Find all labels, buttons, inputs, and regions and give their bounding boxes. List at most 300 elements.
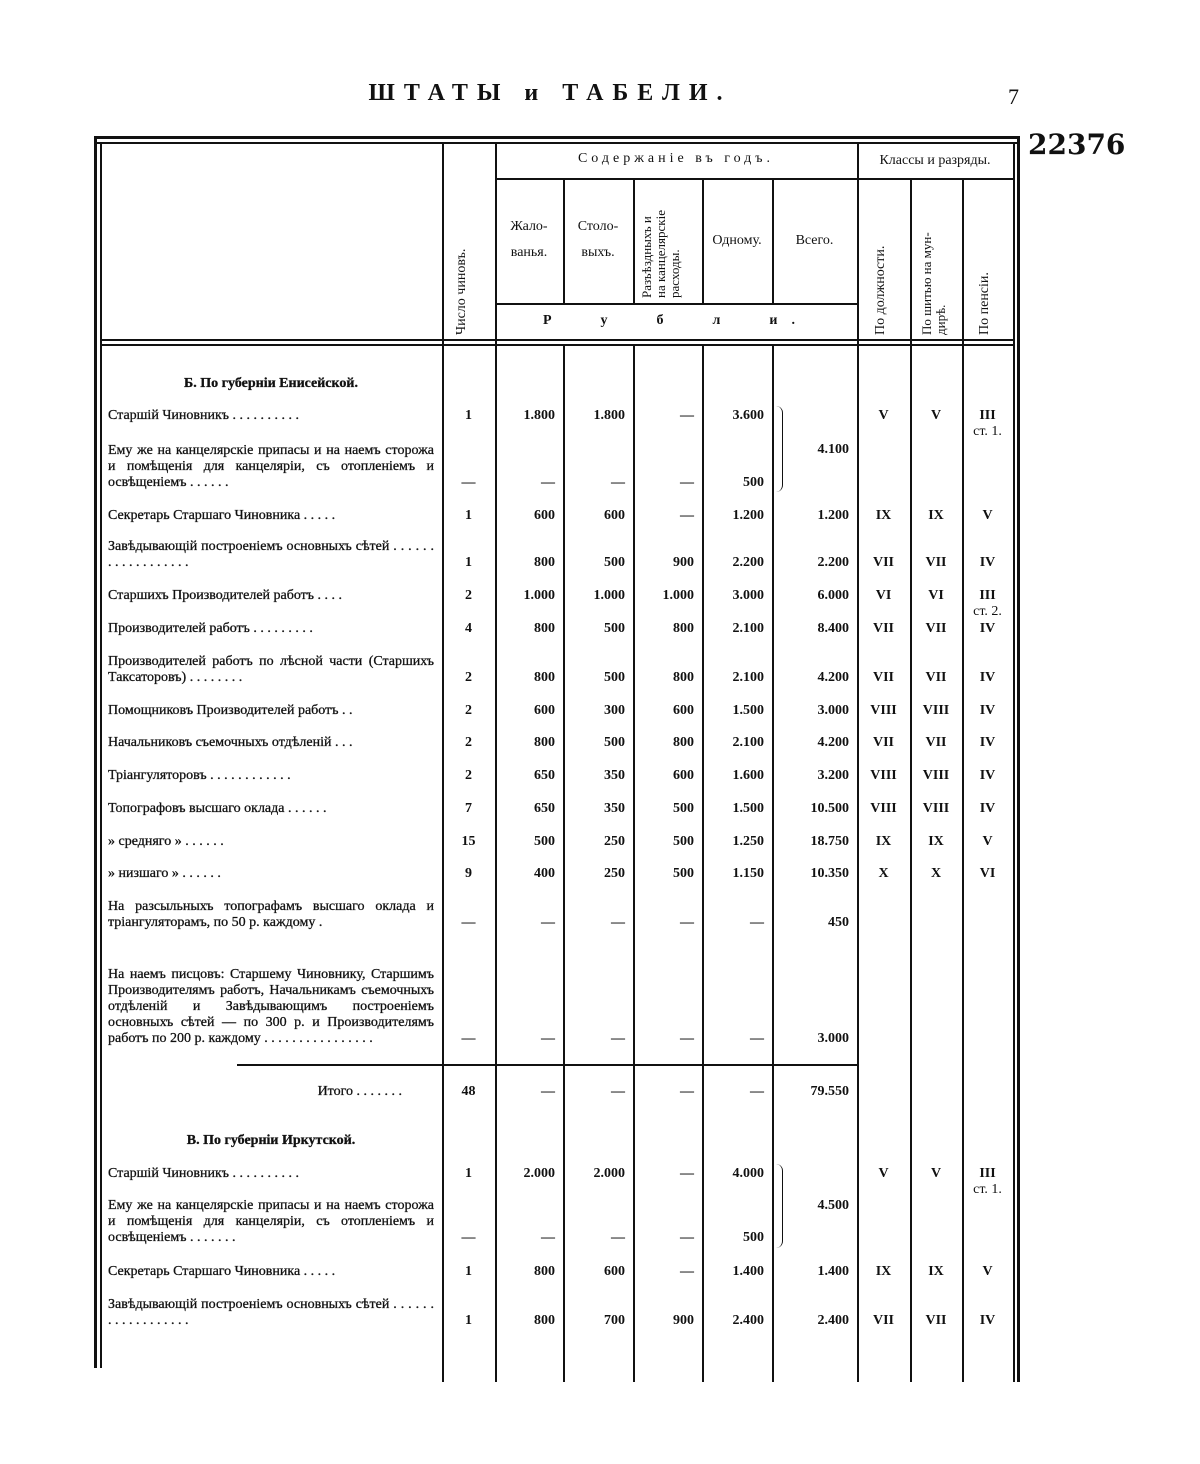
- cell-value: 10.350: [810, 866, 849, 881]
- cell-value: IX: [928, 508, 944, 523]
- cell-value: 1.000: [523, 588, 555, 603]
- cell-value: 600: [534, 703, 555, 718]
- cell-value: IV: [979, 555, 996, 570]
- cell-value: 800: [673, 735, 694, 750]
- cell-value: VII: [925, 1313, 947, 1328]
- col-rule: [633, 178, 635, 303]
- cell-count: [442, 1031, 495, 1047]
- section-title: В. По губерніи Иркутской.: [186, 1133, 356, 1148]
- cell-travel: [633, 555, 702, 571]
- table-row: [100, 768, 1016, 784]
- cell-c2: [910, 801, 962, 817]
- cell-value: —: [680, 408, 694, 423]
- row-label: На разсыльныхъ топографамъ высшаго оклада и тріангуляторамъ, по 50 р. каждому .: [108, 899, 434, 930]
- cell-value: 1.400: [817, 1264, 849, 1279]
- table-row: [100, 801, 1016, 817]
- cell-c3: [962, 588, 1013, 619]
- cell-value: 2.400: [732, 1313, 764, 1328]
- cell-total: [772, 621, 857, 637]
- cell-value: 250: [604, 834, 625, 849]
- cell-salary: [495, 475, 563, 491]
- cell-value: IV: [979, 735, 996, 750]
- brace-total: 4.500: [817, 1198, 849, 1213]
- cell-travel: [633, 408, 702, 424]
- cell-value: VII: [872, 621, 894, 636]
- table-row: [100, 588, 1016, 619]
- row-label: Итого . . . . . . .: [317, 1084, 402, 1099]
- row-label: Завѣдывающій построеніемъ основныхъ сѣтей . . . . . . . . . . . . . . . . . .: [108, 539, 434, 570]
- cell-c1: [857, 866, 910, 882]
- cell-value: 500: [673, 801, 694, 816]
- row-label: Секретарь Старшаго Чиновника . . . . .: [108, 1264, 336, 1279]
- cell-value: —: [680, 475, 694, 490]
- cell-value: —: [680, 1084, 694, 1099]
- cell-value: 2: [465, 703, 472, 718]
- frame-left-inner: [100, 142, 102, 1368]
- cell-c2: [910, 670, 962, 686]
- cell-total: [772, 801, 857, 817]
- cell-value: IV: [979, 1313, 996, 1328]
- cell-value: IX: [928, 1264, 944, 1279]
- cell-value: 400: [534, 866, 555, 881]
- cell-value: 3.200: [817, 768, 849, 783]
- cell-value: 48: [461, 1084, 476, 1099]
- cell-count: [442, 1264, 495, 1280]
- col-count-header: Число чиновъ.: [454, 248, 469, 335]
- cell-travel: [633, 915, 702, 931]
- header-bottom-rule: [100, 339, 1013, 341]
- cell-table: [563, 1166, 633, 1182]
- cell-one: [702, 915, 772, 931]
- col-group-salary-header: Содержаніе въ годъ.: [577, 151, 775, 166]
- cell-value: X: [930, 866, 942, 881]
- cell-value: VII: [925, 670, 947, 685]
- cell-one: [702, 555, 772, 571]
- cell-c3: [962, 768, 1013, 784]
- page-number: 7: [1008, 84, 1019, 109]
- cell-count: [442, 834, 495, 850]
- cell-c2: [910, 834, 962, 850]
- cell-salary: [495, 621, 563, 637]
- cell-value: 9: [465, 866, 472, 881]
- cell-value: IX: [928, 834, 944, 849]
- header-rule: [495, 303, 857, 305]
- cell-value: 1: [465, 408, 472, 423]
- cell-value: —: [461, 475, 476, 490]
- cell-value: 1.000: [662, 588, 694, 603]
- cell-value: 800: [534, 1313, 555, 1328]
- cell-value: 600: [604, 508, 625, 523]
- cell-value: 250: [604, 866, 625, 881]
- table-row: [100, 1297, 1016, 1329]
- cell-table: [563, 834, 633, 850]
- cell-value: X: [878, 866, 889, 881]
- col-rule: [442, 142, 444, 1382]
- table-row: [100, 1166, 1016, 1197]
- cell-value: 1.800: [593, 408, 625, 423]
- table-row: [100, 866, 1016, 882]
- cell-one: [702, 475, 772, 491]
- cell-value: 450: [828, 915, 849, 930]
- cell-value: 2: [465, 735, 472, 750]
- cell-travel: [633, 1264, 702, 1280]
- cell-c3: [962, 670, 1013, 686]
- table-row: [100, 508, 1016, 524]
- cell-total: [772, 1031, 857, 1047]
- cell-value: 15: [461, 834, 476, 849]
- cell-salary: [495, 1166, 563, 1182]
- cell-c1: [857, 735, 910, 751]
- cell-c3: [962, 703, 1013, 719]
- cell-one: [702, 408, 772, 424]
- cell-total: [772, 915, 857, 931]
- col-per-one-header: Одному.: [712, 233, 762, 248]
- cell-value: 500: [604, 735, 625, 750]
- cell-one: [702, 508, 772, 524]
- section-heading: [100, 376, 1016, 392]
- cell-c1: [857, 408, 910, 424]
- cell-one: [702, 1230, 772, 1246]
- cell-value: IX: [875, 834, 892, 849]
- cell-travel: [633, 1230, 702, 1246]
- cell-value: IV: [979, 768, 996, 783]
- table-row: [100, 1198, 1016, 1246]
- cell-one: [702, 834, 772, 850]
- cell-value: 2.000: [523, 1166, 555, 1181]
- cell-c1: [857, 621, 910, 637]
- col-total-header: Всего.: [795, 233, 834, 248]
- cell-value: 500: [534, 834, 555, 849]
- cell-value: 500: [604, 621, 625, 636]
- cell-value: 1: [465, 1166, 472, 1181]
- cell-value: VIII: [922, 768, 950, 783]
- cell-value: —: [680, 1166, 694, 1181]
- cell-value: IV: [979, 621, 996, 636]
- cell-travel: [633, 1166, 702, 1182]
- cell-value: 500: [604, 555, 625, 570]
- cell-value: 900: [673, 1313, 694, 1328]
- cell-value: —: [611, 1230, 625, 1245]
- cell-c2: [910, 735, 962, 751]
- cell-value: —: [680, 1264, 694, 1279]
- cell-value: 2.200: [732, 555, 764, 570]
- cell-salary: [495, 866, 563, 882]
- cell-value: 1.500: [732, 801, 764, 816]
- cell-c1: [857, 670, 910, 686]
- table-row: [100, 654, 1016, 686]
- cell-value: III: [979, 588, 996, 603]
- cell-value: 1.600: [732, 768, 764, 783]
- cell-value: VII: [872, 670, 894, 685]
- section-heading: [100, 1133, 1016, 1149]
- header-rule: [495, 178, 1013, 180]
- cell-travel: [633, 801, 702, 817]
- total-row: [100, 1084, 1016, 1100]
- cell-note: ст. 2.: [973, 604, 1002, 619]
- cell-value: —: [750, 915, 764, 930]
- cell-count: [442, 735, 495, 751]
- col-by-pension-header: По пенсіи.: [977, 272, 992, 335]
- cell-salary: [495, 588, 563, 604]
- cell-value: —: [680, 1230, 694, 1245]
- row-label: Тріангуляторовъ . . . . . . . . . . . .: [108, 768, 291, 783]
- row-label: Производителей работъ . . . . . . . . .: [108, 621, 313, 636]
- cell-c1: [857, 1166, 910, 1182]
- cell-travel: [633, 703, 702, 719]
- cell-travel: [633, 670, 702, 686]
- cell-value: 300: [604, 703, 625, 718]
- cell-value: 2.100: [732, 735, 764, 750]
- cell-total: [772, 508, 857, 524]
- cell-value: —: [680, 508, 694, 523]
- cell-note: ст. 1.: [973, 424, 1002, 439]
- row-label: Старшій Чиновникъ . . . . . . . . . .: [108, 1166, 300, 1181]
- cell-value: V: [930, 408, 942, 423]
- frame-top-inner: [94, 142, 1020, 144]
- cell-value: IX: [875, 1264, 892, 1279]
- cell-value: 8.400: [817, 621, 849, 636]
- cell-value: 4.200: [817, 735, 849, 750]
- cell-total: [772, 735, 857, 751]
- frame-left: [94, 136, 97, 1368]
- cell-count: [442, 1313, 495, 1329]
- cell-value: 1.500: [732, 703, 764, 718]
- cell-c3: [962, 621, 1013, 637]
- cell-value: VIII: [870, 801, 897, 816]
- cell-salary: [495, 408, 563, 424]
- cell-total: [772, 703, 857, 719]
- table-row: [100, 1264, 1016, 1280]
- cell-value: 1.150: [732, 866, 764, 881]
- cell-table: [563, 621, 633, 637]
- cell-value: 600: [604, 1264, 625, 1279]
- cell-value: 800: [673, 621, 694, 636]
- cell-value: 2: [465, 768, 472, 783]
- cell-total: [772, 866, 857, 882]
- cell-table: [563, 1313, 633, 1329]
- row-label: Ему же на канцелярскіе припасы и на наемъ сторожа и помѣщенія для канцеляріи, съ отопленіемъ и освѣщеніемъ . . . . . .: [108, 443, 434, 490]
- page-title: ШТАТЫ и ТАБЕЛИ.: [368, 80, 732, 106]
- cell-table: [563, 1264, 633, 1280]
- cell-c1: [857, 555, 910, 571]
- cell-value: 4: [465, 621, 472, 636]
- cell-value: VII: [872, 1313, 894, 1328]
- cell-value: VII: [872, 555, 894, 570]
- cell-one: [702, 1031, 772, 1047]
- cell-travel: [633, 508, 702, 524]
- cell-c2: [910, 508, 962, 524]
- cell-value: VII: [872, 735, 894, 750]
- cell-salary: [495, 1084, 563, 1100]
- cell-one: [702, 1084, 772, 1100]
- cell-value: III: [979, 1166, 996, 1181]
- cell-count: [442, 621, 495, 637]
- cell-value: 500: [743, 1230, 764, 1245]
- row-label: » средняго » . . . . . .: [108, 834, 224, 849]
- cell-value: VI: [875, 588, 892, 603]
- cell-value: —: [680, 1031, 694, 1046]
- cell-c2: [910, 703, 962, 719]
- row-label: Производителей работъ по лѣсной части (Старшихъ Таксаторовъ) . . . . . . . .: [108, 654, 434, 685]
- cell-salary: [495, 915, 563, 931]
- row-label: Ему же на канцелярскіе припасы и на наемъ сторожа и помѣщенія для канцеляріи, съ отопленіемъ и освѣщеніемъ . . . . . . .: [108, 1198, 434, 1245]
- col-travel-header: Разъѣздныхъ и на канцелярскіе расходы.: [639, 210, 682, 298]
- cell-travel: [633, 588, 702, 604]
- cell-table: [563, 801, 633, 817]
- cell-count: [442, 915, 495, 931]
- document-number: 22376: [1028, 128, 1126, 161]
- cell-value: V: [930, 1166, 942, 1181]
- section-title: Б. По губерніи Енисейской.: [184, 376, 358, 391]
- cell-value: V: [982, 834, 993, 849]
- col-salary-header: Жало- ванья.: [510, 219, 548, 260]
- cell-salary: [495, 508, 563, 524]
- cell-c1: [857, 768, 910, 784]
- header-bottom-rule: [100, 344, 1013, 346]
- row-label: Старшихъ Производителей работъ . . . .: [108, 588, 343, 603]
- cell-c1: [857, 801, 910, 817]
- cell-value: 4.000: [732, 1166, 764, 1181]
- cell-value: VIII: [870, 768, 897, 783]
- cell-value: 500: [673, 866, 694, 881]
- cell-value: VI: [928, 588, 944, 603]
- cell-value: V: [982, 508, 993, 523]
- cell-value: VIII: [922, 801, 950, 816]
- cell-count: [442, 555, 495, 571]
- table-row: [100, 703, 1016, 719]
- cell-table: [563, 866, 633, 882]
- cell-travel: [633, 768, 702, 784]
- cell-value: VIII: [922, 703, 950, 718]
- cell-one: [702, 1313, 772, 1329]
- cell-value: IV: [979, 801, 996, 816]
- cell-value: 1.200: [817, 508, 849, 523]
- row-label: Начальниковъ съемочныхъ отдѣленій . . .: [108, 735, 353, 750]
- cell-total: [772, 555, 857, 571]
- cell-count: [442, 508, 495, 524]
- table-row: [100, 834, 1016, 850]
- row-label: Завѣдывающій построеніемъ основныхъ сѣтей . . . . . . . . . . . . . . . . . .: [108, 1297, 434, 1328]
- cell-value: 500: [743, 475, 764, 490]
- cell-c3: [962, 866, 1013, 882]
- frame-right-inner: [1013, 142, 1015, 1382]
- cell-value: 1.000: [593, 588, 625, 603]
- cell-table: [563, 915, 633, 931]
- cell-value: —: [680, 915, 694, 930]
- cell-total: [772, 834, 857, 850]
- cell-value: 800: [534, 621, 555, 636]
- cell-total: [772, 768, 857, 784]
- cell-salary: [495, 834, 563, 850]
- cell-value: 350: [604, 801, 625, 816]
- units-label: Р у б л и.: [543, 313, 809, 328]
- cell-value: III: [979, 408, 996, 423]
- cell-value: —: [611, 1084, 625, 1099]
- cell-value: 2.400: [817, 1313, 849, 1328]
- cell-value: VII: [925, 735, 947, 750]
- cell-c2: [910, 588, 962, 604]
- cell-count: [442, 866, 495, 882]
- cell-note: ст. 1.: [973, 1182, 1002, 1197]
- cell-value: —: [541, 1084, 555, 1099]
- cell-value: —: [541, 1230, 555, 1245]
- cell-c2: [910, 555, 962, 571]
- table-row: [100, 443, 1016, 491]
- cell-one: [702, 703, 772, 719]
- cell-salary: [495, 768, 563, 784]
- cell-value: 1.200: [732, 508, 764, 523]
- cell-table: [563, 703, 633, 719]
- cell-c2: [910, 768, 962, 784]
- col-group-classes-header: Классы и разряды.: [879, 153, 991, 168]
- cell-salary: [495, 703, 563, 719]
- cell-value: 500: [673, 834, 694, 849]
- cell-value: 500: [604, 670, 625, 685]
- cell-value: 2.200: [817, 555, 849, 570]
- cell-c1: [857, 703, 910, 719]
- cell-c3: [962, 1166, 1013, 1197]
- cell-value: 2.000: [593, 1166, 625, 1181]
- cell-one: [702, 866, 772, 882]
- cell-value: 1: [465, 1264, 472, 1279]
- frame-top: [94, 136, 1020, 139]
- cell-value: —: [461, 915, 476, 930]
- cell-count: [442, 475, 495, 491]
- cell-c1: [857, 1313, 910, 1329]
- cell-value: —: [541, 475, 555, 490]
- cell-value: 4.200: [817, 670, 849, 685]
- col-table-header: Столо- выхъ.: [577, 219, 619, 260]
- cell-value: 650: [534, 801, 555, 816]
- cell-table: [563, 735, 633, 751]
- cell-c3: [962, 555, 1013, 571]
- cell-value: 3.000: [732, 588, 764, 603]
- cell-value: V: [982, 1264, 993, 1279]
- cell-salary: [495, 1230, 563, 1246]
- cell-value: 2: [465, 670, 472, 685]
- cell-c3: [962, 1313, 1013, 1329]
- cell-value: 7: [465, 801, 472, 816]
- cell-value: V: [878, 408, 889, 423]
- cell-value: 800: [673, 670, 694, 685]
- cell-value: VII: [925, 621, 947, 636]
- cell-c3: [962, 735, 1013, 751]
- cell-travel: [633, 1084, 702, 1100]
- cell-value: 800: [534, 670, 555, 685]
- brace-total: 4.100: [817, 442, 849, 457]
- row-label: Секретарь Старшаго Чиновника . . . . .: [108, 508, 336, 523]
- cell-travel: [633, 834, 702, 850]
- cell-salary: [495, 670, 563, 686]
- cell-value: 800: [534, 1264, 555, 1279]
- cell-c2: [910, 1264, 962, 1280]
- cell-table: [563, 408, 633, 424]
- cell-salary: [495, 555, 563, 571]
- cell-salary: [495, 1264, 563, 1280]
- cell-count: [442, 670, 495, 686]
- row-label: Помощниковъ Производителей работъ . .: [108, 703, 353, 718]
- cell-one: [702, 735, 772, 751]
- table-row: [100, 621, 1016, 637]
- cell-one: [702, 588, 772, 604]
- cell-c2: [910, 621, 962, 637]
- col-by-position-header: По должности.: [873, 245, 888, 335]
- cell-c2: [910, 1166, 962, 1182]
- cell-value: —: [611, 1031, 625, 1046]
- row-label: Старшій Чиновникъ . . . . . . . . . .: [108, 408, 300, 423]
- cell-count: [442, 588, 495, 604]
- cell-table: [563, 508, 633, 524]
